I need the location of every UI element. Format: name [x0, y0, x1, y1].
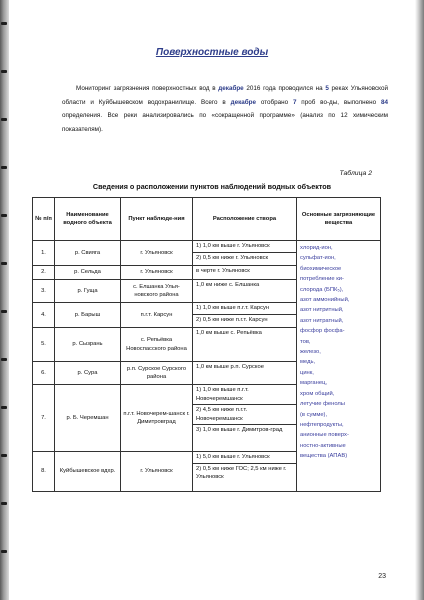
intro-month: декабре	[218, 85, 244, 92]
intro-text: отобрано	[255, 98, 293, 106]
intro-determinations-count: 84	[380, 98, 388, 106]
pollutant-item: марганец,	[300, 380, 328, 387]
cell-object: р. Гуща	[55, 280, 121, 303]
cell-point: п.г.т. Новочерем-шанск г. Димитровград	[121, 385, 193, 452]
intro-text: 2016 года проводился на	[243, 85, 326, 92]
table-header-row	[33, 198, 381, 241]
pollutant-item: ностно-активные	[300, 442, 346, 449]
cell-location	[193, 280, 297, 303]
pollutant-item: азот нитратный,	[300, 317, 344, 324]
pollutant-item: биохимическое	[300, 265, 342, 272]
cell-location	[193, 241, 297, 266]
binder-hole	[1, 358, 7, 361]
binder-hole	[1, 166, 7, 169]
cell-point: п.г.т. Карсун	[121, 303, 193, 328]
binder-hole	[1, 406, 7, 409]
cell-location	[193, 385, 297, 452]
cell-num: 8.	[33, 452, 55, 492]
location-item: 3) 1,0 км выше г. Димитров-град	[193, 424, 296, 436]
intro-text: проб во-ды, выполнено	[296, 98, 381, 106]
location-item: 1) 1,0 км выше г. Ульяновск	[196, 243, 270, 249]
pollutant-item: нефтепродукты,	[300, 421, 344, 428]
pollutant-item: фосфор фосфа-	[300, 328, 345, 335]
binder-hole	[1, 214, 7, 217]
cell-num: 4.	[33, 303, 55, 328]
cell-location	[193, 303, 297, 328]
location-item: 1) 1,0 км выше п.г.т. Карсун	[196, 305, 270, 311]
location-item: 1,0 км ниже с. Елшанка	[196, 282, 260, 288]
cell-location	[193, 328, 297, 362]
location-item: 1) 1,0 км выше п.г.т. Новочеремшанск	[196, 387, 249, 402]
location-item: 2) 0,5 км ниже ГОС; 2,5 км ниже г. Ульяновск	[193, 463, 296, 483]
cell-point: г. Ульяновск	[121, 266, 193, 280]
pollutant-item: железо,	[300, 349, 321, 356]
pollutant-item: летучие фенолы	[300, 401, 345, 408]
location-item: 2) 0,5 км ниже г. Ульяновск	[193, 252, 296, 264]
cell-point: с. Репьёвка Новоспасского района	[121, 328, 193, 362]
section-title: Поверхностные воды	[155, 47, 269, 58]
cell-num: 6.	[33, 362, 55, 385]
pollutant-item: сульфат-ион,	[300, 255, 336, 262]
location-item: 1,0 км выше р.п. Сурское	[196, 364, 264, 370]
table-row	[33, 241, 381, 266]
cell-location	[193, 266, 297, 280]
cell-num: 5.	[33, 328, 55, 362]
pollutant-item: хлорид-ион,	[300, 245, 333, 251]
binder-hole	[1, 70, 7, 73]
cell-location	[193, 362, 297, 385]
intro-samples-count: 7	[292, 98, 297, 106]
intro-text: определения. Все реки анализировались по «сокращенной программе» (анализ по 12 химическим показателям).	[62, 112, 388, 133]
cell-pollutants	[297, 241, 381, 492]
page-number: 23	[378, 573, 386, 580]
pollutant-item: медь,	[300, 359, 316, 366]
location-item: в черте г. Ульяновск	[196, 268, 250, 274]
cell-point: р.п. Сурское Сурского района	[121, 362, 193, 385]
binder-hole	[1, 118, 7, 121]
cell-object: Куйбышевское вдхр.	[55, 452, 121, 492]
cell-num: 1.	[33, 241, 55, 266]
header-point: Пункт наблюде-ния	[121, 198, 193, 241]
cell-object: р. Барыш	[55, 303, 121, 328]
pollutant-item: азот нитритный,	[300, 307, 344, 314]
binder-hole	[1, 550, 7, 553]
cell-num: 3.	[33, 280, 55, 303]
table-caption: Сведения о расположении пунктов наблюдений водных объектов	[92, 182, 332, 191]
cell-object: р. Б. Черемшан	[55, 385, 121, 452]
table-label: Таблица 2	[339, 170, 372, 177]
cell-object: р. Сызрань	[55, 328, 121, 362]
pollutant-item: слорода (БПК₅),	[300, 286, 344, 293]
pollutant-item: потребление ки-	[300, 276, 344, 283]
pollutant-item: (в сумме),	[300, 411, 328, 418]
binder-hole	[1, 454, 7, 457]
location-item: 2) 4,5 км ниже п.г.т. Новочеремшанск	[193, 404, 296, 424]
intro-text: реках Ульяновской области и Куйбышевском водохранилище. Всего в	[62, 85, 388, 106]
binder-hole	[1, 22, 7, 25]
intro-rivers-count: 5	[325, 85, 329, 92]
header-object: Наименование водного объекта	[55, 198, 121, 241]
cell-num: 2.	[33, 266, 55, 280]
location-item: 1) 5,0 км выше г. Ульяновск	[196, 454, 270, 460]
binder-edge	[0, 0, 9, 600]
header-location: Расположение створа	[193, 198, 297, 241]
location-item: 2) 0,5 км ниже п.г.т. Карсун	[193, 314, 296, 326]
header-pollutants: Основные загрязняющие вещества	[297, 198, 381, 241]
pollutant-item: тов,	[300, 338, 311, 345]
page-edge	[415, 0, 424, 600]
pollutant-item: хром общий,	[300, 390, 335, 397]
binder-hole	[1, 502, 7, 505]
binder-hole	[1, 310, 7, 313]
cell-object: р. Сура	[55, 362, 121, 385]
pollutant-item: вещества (АПАВ)	[300, 453, 348, 460]
pollutant-item: азот аммонийный,	[300, 297, 350, 304]
intro-paragraph	[62, 82, 388, 136]
cell-object: р. Сельда	[55, 266, 121, 280]
intro-text: Мониторинг загрязнения поверхностных вод в	[76, 85, 219, 92]
observation-points-table	[32, 197, 381, 492]
cell-location	[193, 452, 297, 492]
location-item: 1,0 км выше с. Репьёвка	[196, 330, 262, 336]
cell-num: 7.	[33, 385, 55, 452]
intro-month: декабре	[230, 98, 256, 106]
header-num: № п/п	[33, 198, 55, 241]
cell-point: с. Елшанка Улья-новского района	[121, 280, 193, 303]
pollutant-item: анионные поверх-	[300, 432, 349, 439]
cell-point: г. Ульяновск	[121, 452, 193, 492]
pollutant-item: цинк,	[300, 369, 314, 376]
binder-hole	[1, 262, 7, 265]
cell-point: г. Ульяновск	[121, 241, 193, 266]
cell-object: р. Свияга	[55, 241, 121, 266]
